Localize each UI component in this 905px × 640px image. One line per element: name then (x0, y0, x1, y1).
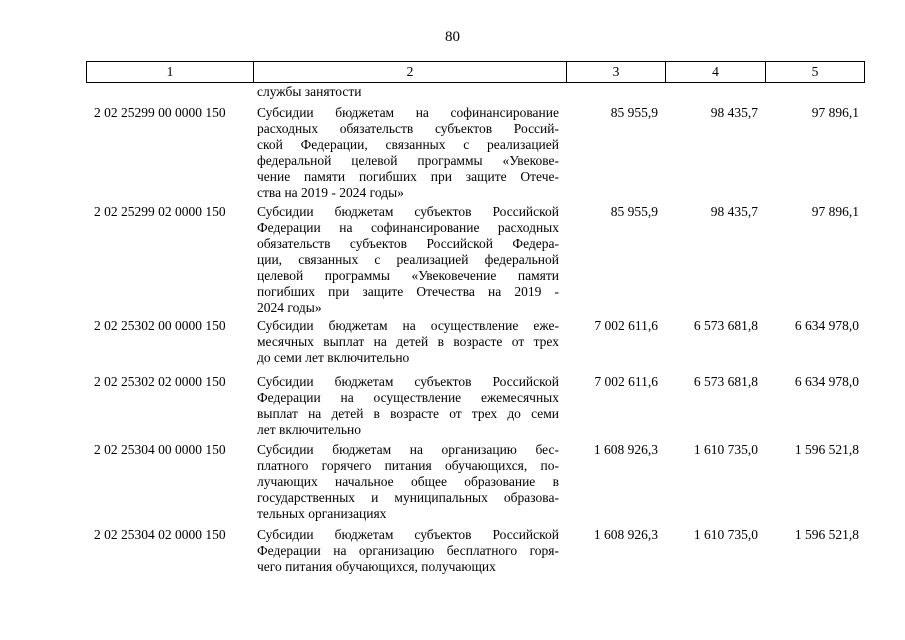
row-code: 2 02 25302 02 0000 150 (94, 374, 226, 389)
row-description (257, 318, 559, 366)
description-line: Федерации на организацию бесплатного горя- (257, 543, 559, 558)
value-col-3: 1 608 926,3 (593, 442, 658, 457)
page-number: 80 (445, 29, 460, 45)
header-cell-2: 2 (253, 62, 566, 82)
row-code: 2 02 25304 00 0000 150 (94, 442, 226, 457)
value-col-5: 97 896,1 (811, 204, 859, 219)
description-line: ства на 2019 - 2024 годы» (257, 185, 404, 200)
description-line: чего питания обучающихся, получающих (257, 559, 496, 574)
value-col-3: 7 002 611,6 (594, 318, 658, 333)
description-line: платного горячего питания обучающихся, по- (257, 458, 559, 473)
description-line: 2024 годы» (257, 300, 322, 315)
value-col-5: 6 634 978,0 (794, 318, 859, 333)
description-line: чение памяти погибших при защите Отече- (257, 169, 559, 184)
row-code: 2 02 25299 00 0000 150 (94, 105, 226, 120)
description-line: ской Федерации, связанных с реализацией (257, 137, 559, 152)
value-col-5: 6 634 978,0 (794, 374, 859, 389)
description-line: выплат на детей в возрасте от трех до семи (257, 406, 559, 421)
description-line: лучающих начальное общее образование в (257, 474, 559, 489)
value-col-5: 97 896,1 (811, 105, 859, 120)
description-line: ции, связанных с реализацией федеральной (257, 252, 559, 267)
description-line: погибших при защите Отечества на 2019 - (257, 284, 559, 299)
value-col-4: 1 610 735,0 (693, 527, 758, 542)
row-code: 2 02 25304 02 0000 150 (94, 527, 226, 542)
description-line: Субсидии бюджетам субъектов Российской (257, 527, 559, 542)
description-line: лет включительно (257, 422, 362, 437)
value-col-3: 1 608 926,3 (593, 527, 658, 542)
value-col-3: 85 955,9 (610, 105, 658, 120)
continuation-text: службы занятости (257, 84, 362, 99)
description-line: Федерации на осуществление ежемесячных (257, 390, 559, 405)
description-line: Субсидии бюджетам субъектов Российской (257, 374, 559, 389)
row-description (257, 527, 559, 575)
description-line: Субсидии бюджетам субъектов Российской (257, 204, 559, 219)
description-line: Субсидии бюджетам на осуществление еже- (257, 318, 559, 333)
description-line: до семи лет включительно (257, 350, 410, 365)
row-description (257, 105, 559, 201)
row-description (257, 204, 559, 316)
description-line: федеральной целевой программы «Увекове- (257, 153, 559, 168)
description-line: Субсидии бюджетам на софинансирование (257, 105, 559, 120)
table-header-row (86, 61, 865, 83)
value-col-3: 7 002 611,6 (594, 374, 658, 389)
value-col-5: 1 596 521,8 (794, 527, 859, 542)
value-col-4: 98 435,7 (710, 105, 758, 120)
header-cell-5: 5 (765, 62, 864, 82)
description-line: Федерации на софинансирование расходных (257, 220, 559, 235)
description-line: Субсидии бюджетам на организацию бес- (257, 442, 559, 457)
value-col-3: 85 955,9 (610, 204, 658, 219)
description-line: расходных обязательств субъектов Россий- (257, 121, 559, 136)
row-description (257, 442, 559, 522)
description-line: месячных выплат на детей в возрасте от трех (257, 334, 559, 349)
header-cell-4: 4 (665, 62, 765, 82)
header-cell-3: 3 (566, 62, 665, 82)
value-col-4: 98 435,7 (710, 204, 758, 219)
description-line: тельных организациях (257, 506, 387, 521)
value-col-4: 6 573 681,8 (693, 318, 758, 333)
row-code: 2 02 25302 00 0000 150 (94, 318, 226, 333)
description-line: обязательств субъектов Российской Федера- (257, 236, 559, 251)
value-col-4: 1 610 735,0 (693, 442, 758, 457)
description-line: целевой программы «Увековечение памяти (257, 268, 559, 283)
value-col-5: 1 596 521,8 (794, 442, 859, 457)
row-description (257, 374, 559, 438)
row-code: 2 02 25299 02 0000 150 (94, 204, 226, 219)
description-line: государственных и муниципальных образова- (257, 490, 559, 505)
value-col-4: 6 573 681,8 (693, 374, 758, 389)
header-cell-1: 1 (166, 64, 174, 79)
